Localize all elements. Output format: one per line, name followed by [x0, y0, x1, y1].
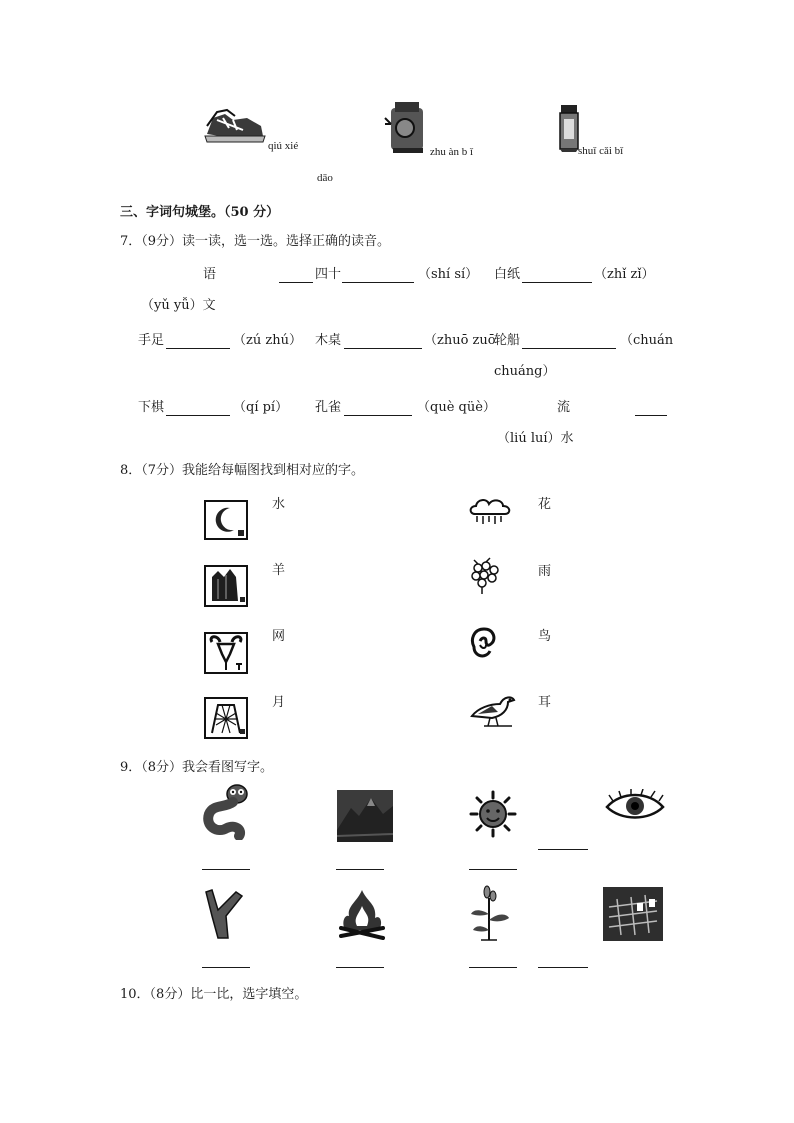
- q8-right-char-1: 雨: [538, 564, 552, 579]
- q7-muzhuo-options: （zhuō zuō: [424, 333, 496, 348]
- q8-left-char-0: 水: [272, 497, 286, 512]
- sun-icon: [469, 790, 517, 838]
- q9-blank-2[interactable]: [336, 868, 384, 870]
- q9-blank-5[interactable]: [202, 966, 250, 968]
- field-picture-icon: [603, 887, 663, 941]
- q7-baizhi: 白纸: [494, 267, 521, 282]
- net-picture-icon: [204, 697, 248, 739]
- q8-left-char-1: 羊: [272, 563, 286, 578]
- q7-xiaqi-options: （qí pí）: [233, 400, 289, 415]
- ear-icon: [468, 625, 498, 659]
- worm-icon: [203, 784, 249, 840]
- q9-blank-4[interactable]: [538, 848, 588, 850]
- fire-icon: [337, 886, 387, 942]
- q7-blank-shouzu[interactable]: [166, 347, 230, 349]
- bird-icon: [468, 686, 518, 728]
- q9-blank-3[interactable]: [469, 868, 517, 870]
- pencil-sharpener-icon: [381, 98, 431, 156]
- rain-cloud-icon: [469, 496, 511, 526]
- moon-picture-icon: [204, 500, 248, 540]
- q10-title: 10．（8分）比一比，选字填空。: [120, 987, 308, 1002]
- pinyin-zhuan-bi: zhu àn b ǐ: [430, 146, 474, 158]
- q7-kongque-options: （què qüè）: [417, 400, 496, 415]
- q8-right-char-2: 鸟: [538, 629, 552, 644]
- q7-blank-kongque[interactable]: [344, 414, 412, 416]
- q7-shouzu-options: （zú zhú）: [233, 333, 302, 348]
- q8-right-char-3: 耳: [538, 695, 552, 710]
- q7-lunchuan: 轮船: [494, 333, 521, 348]
- water-picture-icon: [204, 565, 248, 607]
- q9-title: 9．（8分）我会看图写字。: [120, 760, 274, 775]
- q7-blank-liu[interactable]: [635, 414, 667, 416]
- q9-blank-8[interactable]: [538, 966, 588, 968]
- q8-title: 8．（7分）我能给每幅图找到相对应的字。: [120, 463, 365, 478]
- q9-blank-7[interactable]: [469, 966, 517, 968]
- q8-left-char-3: 月: [272, 695, 286, 710]
- sheep-picture-icon: [204, 632, 248, 674]
- q7-baizhi-options: （zhǐ zǐ）: [594, 267, 655, 282]
- q9-blank-6[interactable]: [336, 966, 384, 968]
- q7-yu: 语: [203, 267, 217, 282]
- pinyin-dao: dāo: [317, 172, 333, 184]
- section3-heading: 三、字词句城堡。（50 分）: [120, 205, 280, 220]
- q7-liu-options: （liú luí）水: [497, 431, 574, 446]
- q7-xiaqi: 下棋: [138, 400, 165, 415]
- q7-lunchuan-options: （chuán: [620, 333, 674, 348]
- eye-icon: [603, 789, 667, 823]
- q7-blank-baizhi[interactable]: [522, 281, 592, 283]
- q7-blank-sishi[interactable]: [342, 281, 414, 283]
- paint-tube-icon: [558, 103, 580, 153]
- q7-title: 7．（9分）读一读，选一选。选择正确的读音。: [120, 234, 391, 249]
- q8-right-char-0: 花: [538, 497, 552, 512]
- hand-icon: [202, 886, 246, 940]
- q7-muzhuo: 木桌: [315, 333, 342, 348]
- pinyin-shui-cai-bi: shuǐ cǎi bǐ: [578, 145, 624, 157]
- q7-sishi-options: （shí sí）: [418, 267, 479, 282]
- shoes-icon: [203, 104, 267, 148]
- q7-yu-options: （yǔ yǚ）文: [141, 298, 216, 313]
- q7-sishi: 四十: [315, 267, 342, 282]
- q9-blank-1[interactable]: [202, 868, 250, 870]
- pinyin-qiu-xie: qiú xié: [268, 140, 299, 152]
- q7-liu: 流: [557, 400, 571, 415]
- q8-left-char-2: 网: [272, 629, 286, 644]
- q7-blank-lunchuan[interactable]: [522, 347, 616, 349]
- q7-kongque: 孔雀: [315, 400, 342, 415]
- mountain-picture-icon: [337, 790, 393, 842]
- q7-blank-muzhuo[interactable]: [344, 347, 422, 349]
- q7-shouzu: 手足: [138, 333, 165, 348]
- q7-blank-xiaqi[interactable]: [166, 414, 230, 416]
- flower-icon: [468, 556, 502, 596]
- q7-lunchuan-options2: chuáng）: [494, 364, 556, 379]
- wheat-plant-icon: [467, 884, 511, 942]
- q7-blank-yu[interactable]: [279, 281, 313, 283]
